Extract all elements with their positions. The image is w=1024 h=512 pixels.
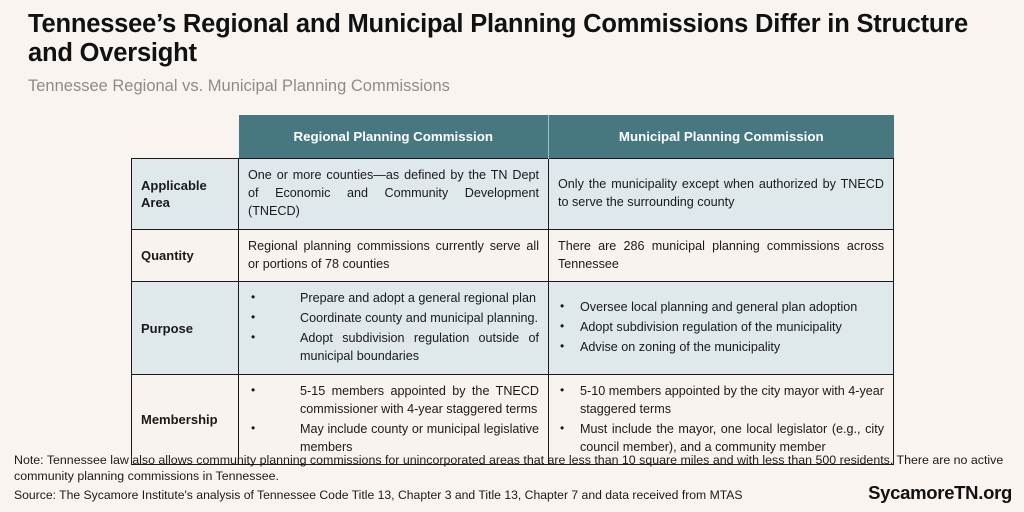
row-label-quantity: Quantity xyxy=(132,229,239,282)
brand-logo: SycamoreTN.org xyxy=(868,482,1012,503)
list-item: • Adopt subdivision regulation of the municipality xyxy=(558,319,884,337)
list-item: • Advise on zoning of the municipality xyxy=(558,339,884,357)
page-subtitle: Tennessee Regional vs. Municipal Planning Commissions xyxy=(28,77,450,96)
chart-header xyxy=(28,10,988,95)
list-item: • Coordinate county and municipal planning. xyxy=(248,310,539,328)
table-row xyxy=(132,159,894,230)
cell-regional-quantity: Regional planning commissions currently serve all or portions of 78 counties xyxy=(239,229,549,282)
cell-municipal-purpose xyxy=(549,282,894,375)
row-label-membership: Membership xyxy=(132,374,239,465)
column-header-municipal: Municipal Planning Commission xyxy=(549,115,894,159)
list-item: • Adopt subdivision regulation outside of municipal boundaries xyxy=(248,330,539,366)
row-label-purpose: Purpose xyxy=(132,282,239,375)
table-row xyxy=(132,229,894,282)
row-label-applicable-area: Applicable Area xyxy=(132,159,239,230)
table-body xyxy=(132,159,894,465)
column-header-blank xyxy=(132,115,239,159)
list-item: • 5-15 members appointed by the TNECD commissioner with 4-year staggered terms xyxy=(248,383,539,419)
list-item: • May include county or municipal legislative members xyxy=(248,421,539,457)
cell-regional-applicable-area: One or more counties—as defined by the TN Dept of Economic and Community Development (TNECD) xyxy=(239,159,549,230)
table-header-row xyxy=(132,115,894,159)
cell-municipal-applicable-area: Only the municipality except when authorized by TNECD to serve the surrounding county xyxy=(549,159,894,230)
bullet-list-regional-membership xyxy=(248,383,539,457)
page-title: Tennessee’s Regional and Municipal Planning Commissions Differ in Structure and Oversight xyxy=(28,10,969,68)
column-header-regional: Regional Planning Commission xyxy=(239,115,549,159)
comparison-table xyxy=(131,115,894,465)
footnote-source: Source: The Sycamore Institute's analysis of Tennessee Code Title 13, Chapter 3 and Title 13, Chapter 7 and data received from MTAS xyxy=(14,488,743,502)
list-item: • Must include the mayor, one local legislator (e.g., city council member), and a community member xyxy=(558,421,884,457)
table-row xyxy=(132,282,894,375)
footnote-note: Note: Tennessee law also allows community planning commissions for unincorporated areas that are less than 10 square miles and with less than 500 residents. There are no active community planning commissions in Tennessee. xyxy=(14,453,1004,484)
list-item: • Prepare and adopt a general regional plan xyxy=(248,290,539,308)
bullet-list-municipal-purpose xyxy=(558,299,884,357)
cell-municipal-quantity: There are 286 municipal planning commissions across Tennessee xyxy=(549,229,894,282)
table-header xyxy=(132,115,894,159)
bullet-list-regional-purpose xyxy=(248,290,539,366)
comparison-table-container xyxy=(131,115,893,465)
cell-regional-purpose xyxy=(239,282,549,375)
list-item: • 5-10 members appointed by the city mayor with 4-year staggered terms xyxy=(558,383,884,419)
list-item: • Oversee local planning and general plan adoption xyxy=(558,299,884,317)
bullet-list-municipal-membership xyxy=(558,383,884,457)
